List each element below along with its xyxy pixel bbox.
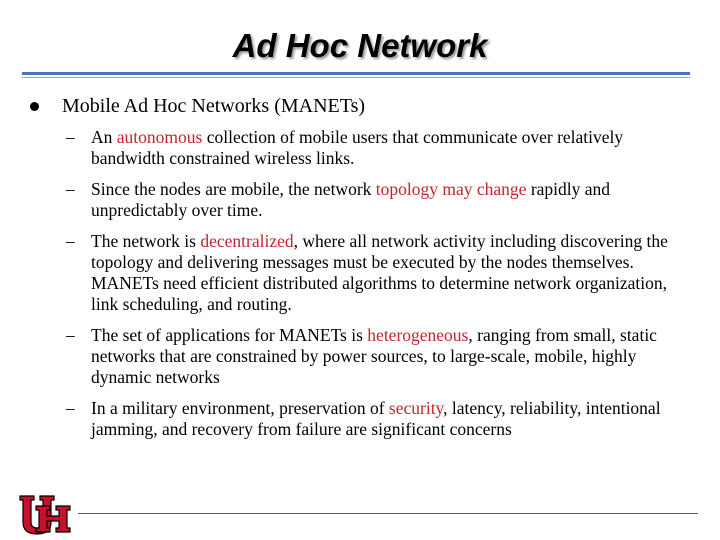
main-bullet-text: Mobile Ad Hoc Networks (MANETs) [62,95,366,117]
sub-bullet-text: , where all network activity including discovering the topology and delivering messages must be executed by the nodes themselves. MANETs need efficient distributed algorithms to determine network organization, link scheduling, and routing. [91,231,668,314]
sub-bullet-text: In a military environment, preservation of [91,398,389,418]
uh-logo-icon [14,492,74,536]
sub-bullet-list [66,127,706,450]
sub-bullet-text: An [91,127,117,147]
dash-icon: – [66,398,75,418]
dash-icon: – [66,179,75,199]
dash-icon: – [66,231,75,251]
bullet-dot-icon [30,102,39,111]
sub-bullet-text: The set of applications for MANETs is [91,325,368,345]
title-divider-thin [22,77,690,78]
sub-bullet-item [66,179,676,221]
footer-divider [78,513,698,514]
sub-bullet-text: rapidly and unpredictably over time. [91,179,611,220]
sub-bullet-text: , ranging from small, static networks that are constrained by power sources, to large-scale, mobile, highly dynamic networks [91,325,657,387]
dash-icon: – [66,127,75,147]
sub-bullet-text: collection of mobile users that communicate over relatively bandwidth constrained wireless links. [91,127,624,168]
highlighted-term: topology may change [375,179,527,199]
highlighted-term: heterogeneous [367,325,469,345]
sub-bullet-item [66,231,676,315]
highlighted-term: security [388,398,444,418]
title-divider [22,72,690,75]
sub-bullet-text: , latency, reliability, intentional jamming, and recovery from failure are significant concerns [91,398,661,439]
sub-bullet-item [66,398,676,440]
dash-icon: – [66,325,75,345]
slide-title: Ad Hoc Network [232,27,488,64]
highlighted-term: autonomous [116,127,203,147]
sub-bullet-item [66,127,676,169]
sub-bullet-text: The network is [91,231,201,251]
sub-bullet-text: Since the nodes are mobile, the network [91,179,376,199]
sub-bullet-item [66,325,676,388]
highlighted-term: decentralized [200,231,294,251]
